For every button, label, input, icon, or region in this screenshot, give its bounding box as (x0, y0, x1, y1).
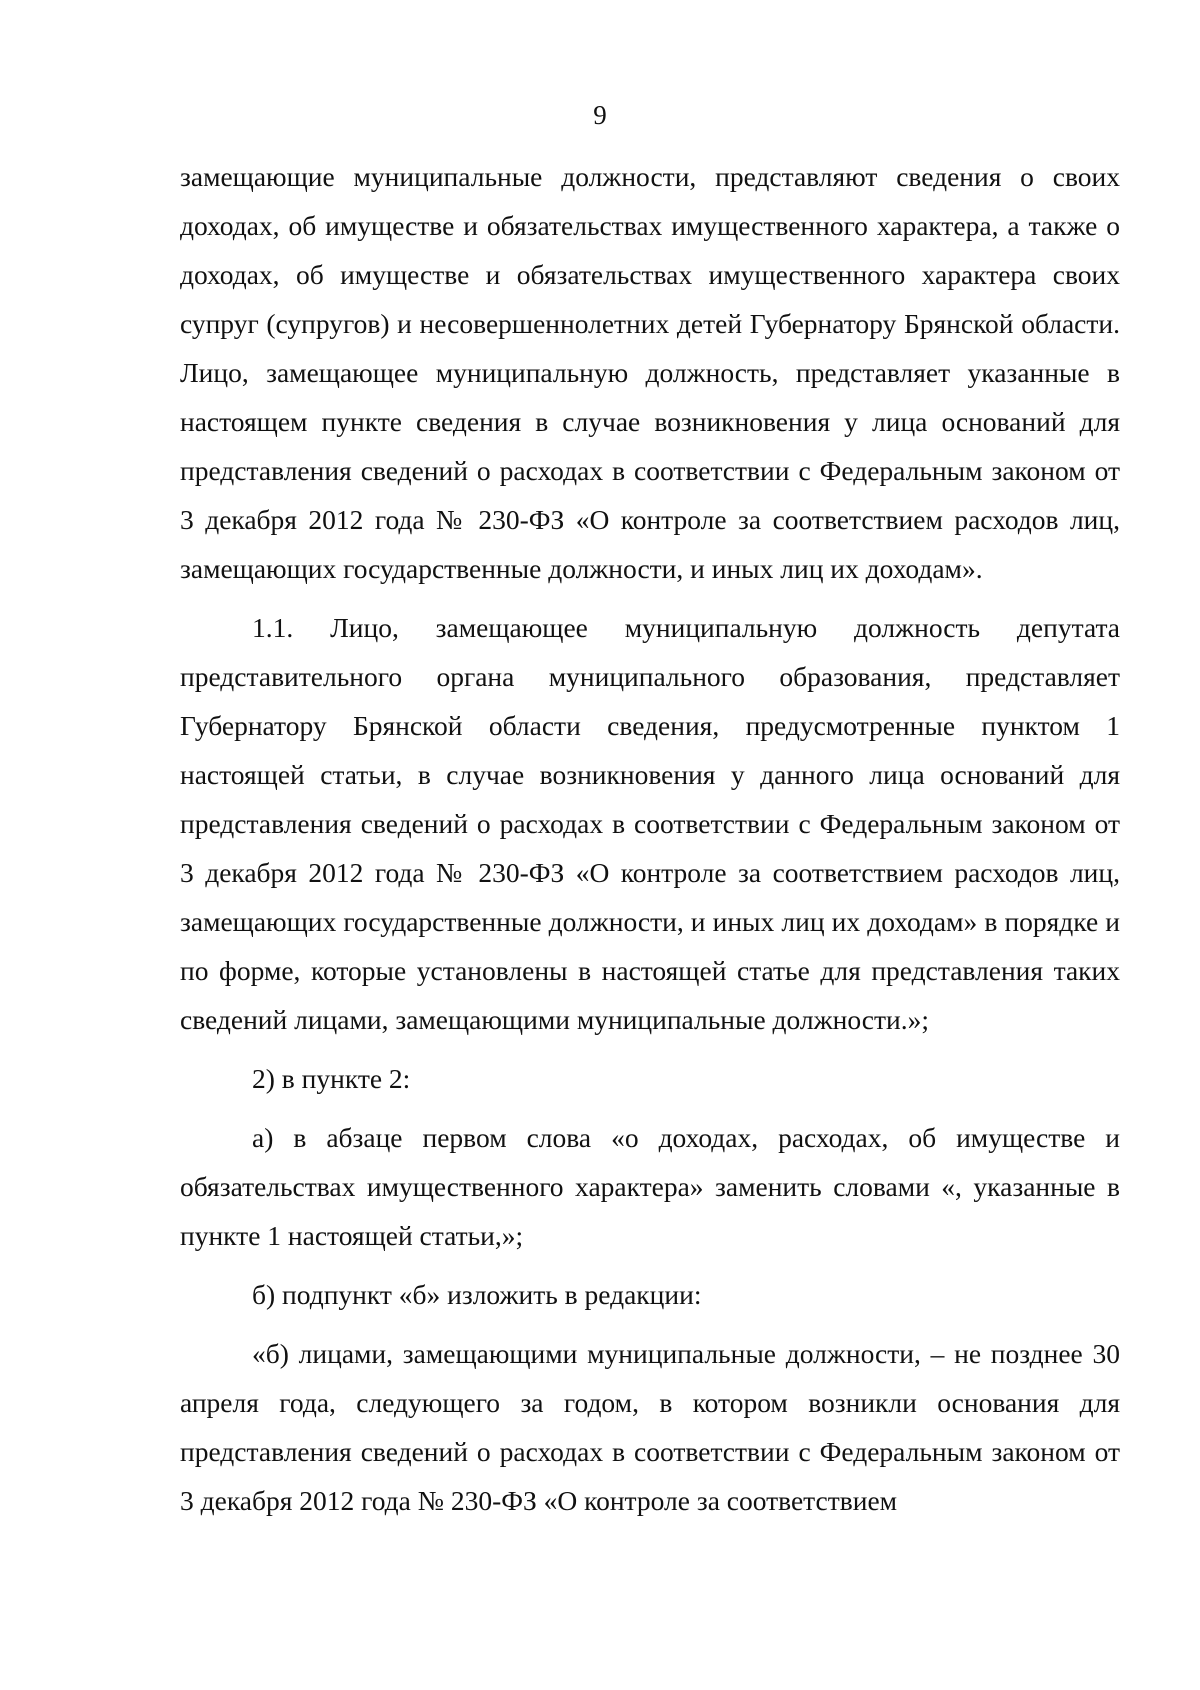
document-body (180, 152, 1120, 1525)
paragraph-new-subitem-b: «б) лицами, замещающими муниципальные должности, – не позднее 30 апреля года, следующего за годом, в котором возникли основания для представления сведений о расходах в соответствии с Федеральным законом от 3 декабря 2012 года № 230-ФЗ «О контроле за соответствием (180, 1338, 1120, 1516)
paragraph-item-2: 2) в пункте 2: (252, 1063, 411, 1094)
paragraph-continuation: замещающие муниципальные должности, представляют сведения о своих доходах, об имуществе и обязательствах имущественного характера, а также о доходах, об имуществе и обязательствах имущественного характера своих супруг (супругов) и несовершеннолетних детей Губернатору Брянской области. Лицо, замещающее муниципальную должность, представляет указанные в настоящем пункте сведения в случае возникновения у лица оснований для представления сведений о расходах в соответствии с Федеральным законом от 3 декабря 2012 года № 230-ФЗ «О контроле за соответствием расходов лиц, замещающих государственные должности, и иных лиц их доходам». (180, 161, 1120, 584)
paragraph-subitem-b: б) подпункт «б» изложить в редакции: (252, 1279, 702, 1310)
paragraph-item-1-1: 1.1. Лицо, замещающее муниципальную должность депутата представительного органа муниципального образования, представляет Губернатору Брянской области сведения, предусмотренные пунктом 1 настоящей статьи, в случае возникновения у данного лица оснований для представления сведений о расходах в соответствии с Федеральным законом от 3 декабря 2012 года № 230-ФЗ «О контроле за соответствием расходов лиц, замещающих государственные должности, и иных лиц их доходам» в порядке и по форме, которые установлены в настоящей статье для представления таких сведений лицами, замещающими муниципальные должности.»; (180, 612, 1120, 1035)
paragraph-subitem-a: а) в абзаце первом слова «о доходах, расходах, об имуществе и обязательствах имущественного характера» заменить словами «, указанные в пункте 1 настоящей статьи,»; (180, 1122, 1120, 1251)
page-number: 9 (593, 100, 607, 130)
